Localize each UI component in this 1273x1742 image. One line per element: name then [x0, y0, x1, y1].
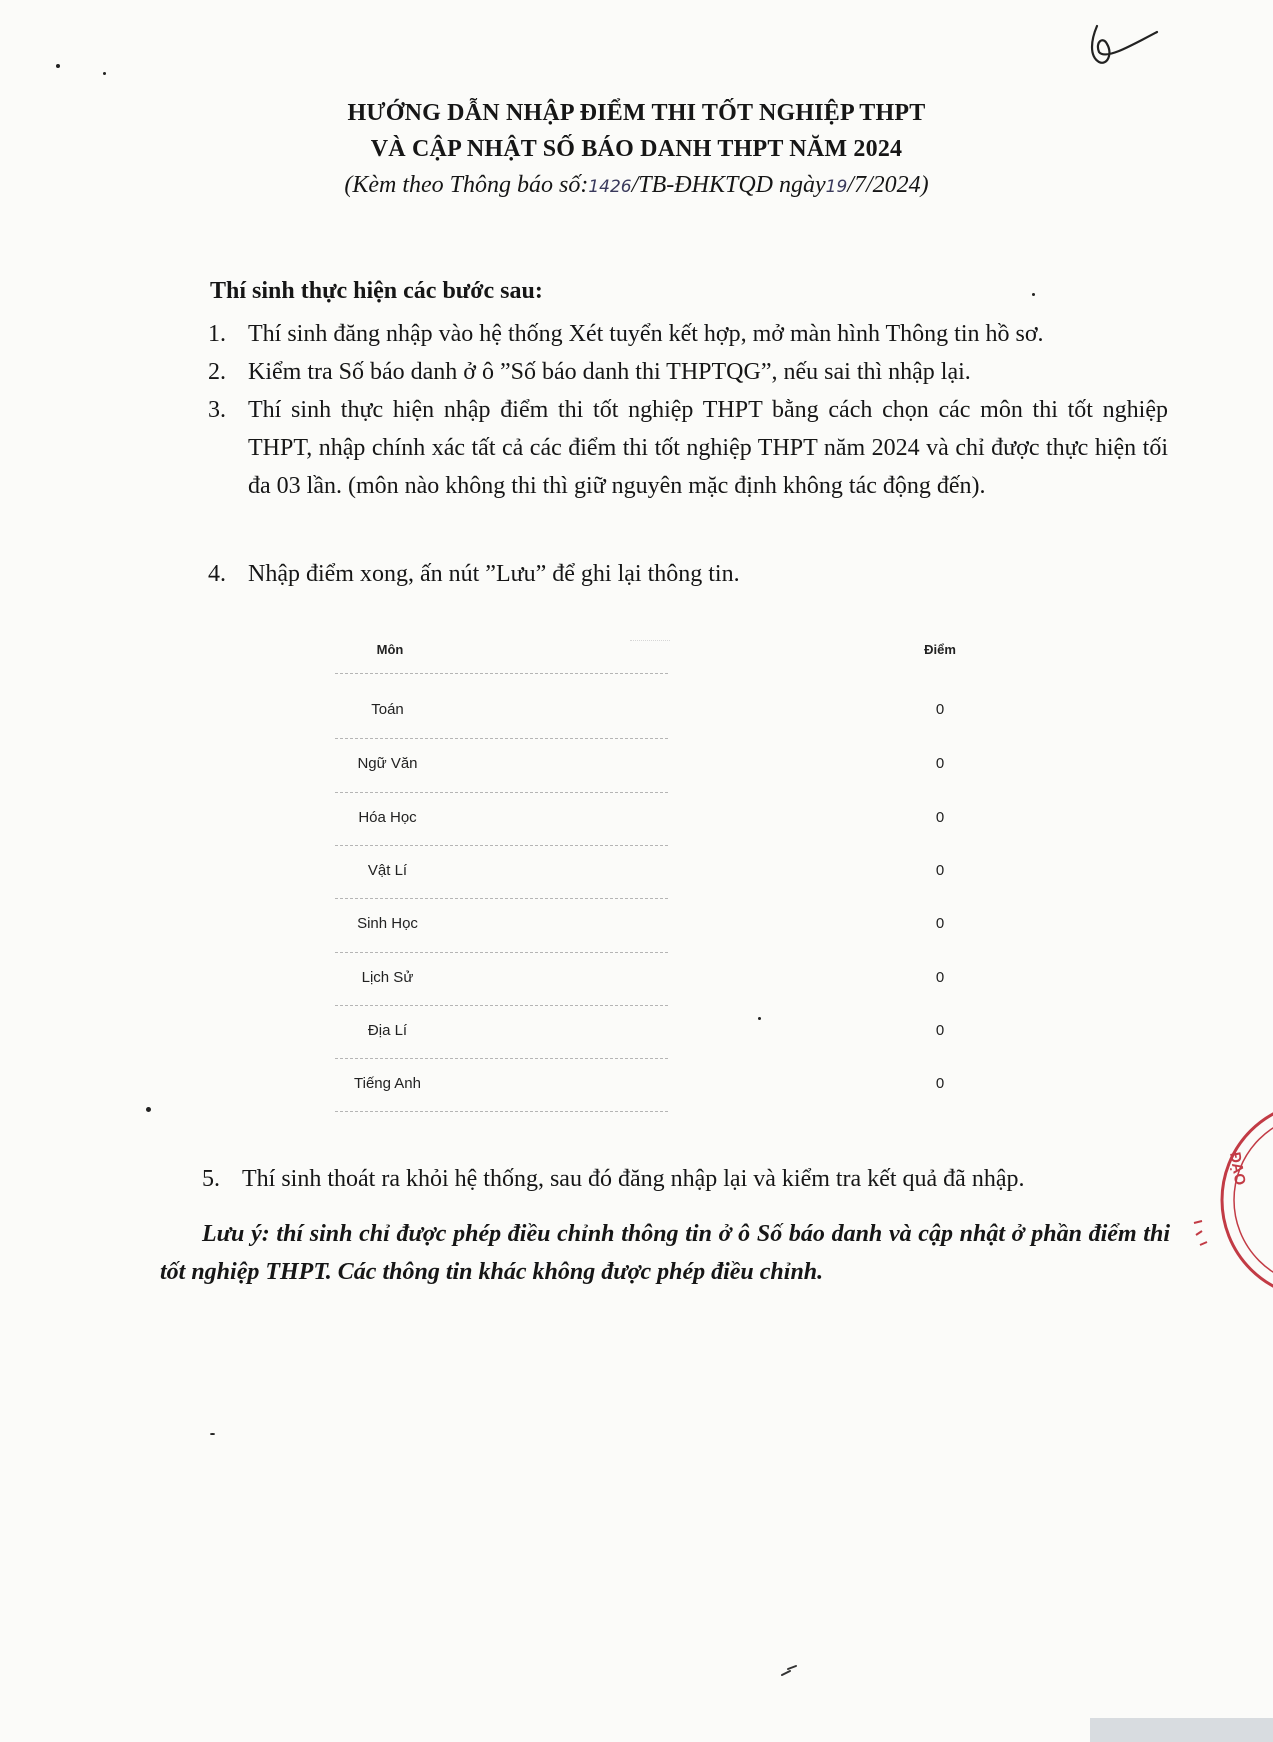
scan-speck [56, 64, 60, 68]
score-cell[interactable]: 0 [935, 969, 945, 986]
scan-speck [758, 1017, 761, 1020]
header-subject: Môn [376, 642, 404, 657]
step-text: Thí sinh đăng nhập vào hệ thống Xét tuyển kết hợp, mở màn hình Thông tin hồ sơ. [248, 321, 1044, 347]
subject-cell: Ngữ Văn [357, 755, 418, 772]
scan-artifact [1090, 1712, 1273, 1742]
scan-speck [1032, 293, 1035, 296]
step-1 [208, 315, 1168, 353]
subject-cell: Lịch Sử [361, 969, 414, 986]
table-divider [335, 898, 668, 899]
table-divider [335, 738, 668, 739]
step-text: Nhập điểm xong, ấn nút ”Lưu” để ghi lại thông tin. [248, 561, 740, 587]
subtitle-suffix: /7/2024) [847, 172, 929, 198]
subject-cell: Sinh Học [357, 915, 418, 932]
step-text: Thí sinh thoát ra khỏi hệ thống, sau đó đăng nhập lại và kiểm tra kết quả đã nhập. [242, 1166, 1025, 1192]
document-title-line2: VÀ CẬP NHẬT SỐ BÁO DANH THPT NĂM 2024 [370, 136, 903, 162]
subject-cell: Địa Lí [367, 1022, 408, 1039]
subtitle-prefix: (Kèm theo Thông báo số: [344, 172, 589, 198]
score-cell[interactable]: 0 [935, 809, 945, 826]
table-divider [335, 952, 668, 953]
table-divider [630, 640, 670, 641]
scan-speck [210, 1433, 215, 1435]
subtitle-middle: /TB-ĐHKTQD ngày [631, 172, 826, 198]
subject-cell: Toán [371, 701, 404, 718]
step-number: 1. [208, 321, 226, 347]
signature-mark [1085, 18, 1165, 68]
subject-cell: Vật Lí [367, 862, 408, 879]
table-divider [335, 1005, 668, 1006]
score-cell[interactable]: 0 [935, 1022, 945, 1039]
scan-speck [103, 72, 106, 75]
subject-cell: Hóa Học [358, 809, 417, 826]
score-cell[interactable]: 0 [935, 755, 945, 772]
handwritten-number: 1426 [588, 177, 632, 197]
step-text: Thí sinh thực hiện nhập điểm thi tốt nghiệp THPT bằng cách chọn các môn thi tốt nghiệp THPT, nhập chính xác tất cả các điểm thi tốt nghiệp THPT năm 2024 và chỉ được thực hiện tối đa 03 lần. (môn nào không thi thì giữ nguyên mặc định không tác động đến). [248, 397, 1168, 499]
step-number: 5. [202, 1166, 220, 1192]
pen-mark [780, 1663, 800, 1679]
step-text: Kiểm tra Số báo danh ở ô ”Số báo danh thi THPTQG”, nếu sai thì nhập lại. [248, 359, 971, 385]
table-divider [335, 673, 668, 674]
seal-text: ĐẠO [1226, 1150, 1249, 1187]
document-title-line1: HƯỚNG DẪN NHẬP ĐIỂM THI TỐT NGHIỆP THPT [347, 100, 926, 126]
table-divider [335, 1058, 668, 1059]
note-paragraph: Lưu ý: thí sinh chỉ được phép điều chỉnh thông tin ở ô Số báo danh và cập nhật ở phần điểm thi tốt nghiệp THPT. Các thông tin khác không được phép điều chỉnh. [160, 1221, 1170, 1285]
step-number: 3. [208, 397, 226, 423]
subject-cell: Tiếng Anh [354, 1075, 421, 1092]
document-subtitle [0, 172, 1273, 199]
step-5 [202, 1160, 1162, 1198]
scan-speck [146, 1107, 151, 1112]
table-divider [335, 845, 668, 846]
step-2 [208, 353, 1168, 391]
step-number: 2. [208, 359, 226, 385]
table-divider [335, 792, 668, 793]
step-number: 4. [208, 561, 226, 587]
score-cell[interactable]: 0 [935, 915, 945, 932]
steps-lead: Thí sinh thực hiện các bước sau: [210, 278, 543, 304]
header-score: Điểm [924, 642, 956, 657]
official-seal-stamp [1170, 1095, 1273, 1305]
handwritten-day: 19 [825, 177, 848, 197]
table-divider [335, 1111, 668, 1112]
score-cell[interactable]: 0 [935, 701, 945, 718]
step-3 [208, 391, 1168, 505]
step-4 [208, 555, 1168, 593]
score-cell[interactable]: 0 [935, 862, 945, 879]
score-cell[interactable]: 0 [935, 1075, 945, 1092]
